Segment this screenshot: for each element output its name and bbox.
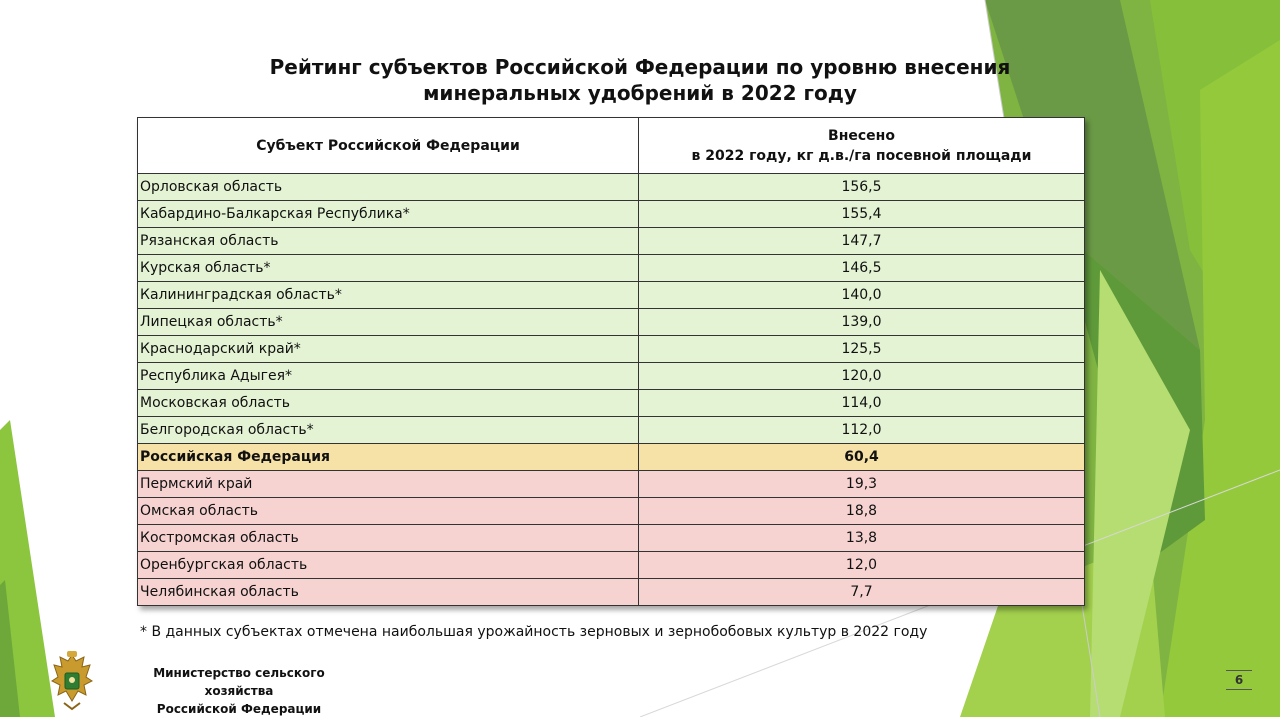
table-row: [138, 336, 1085, 363]
header-value: [639, 118, 1085, 174]
subject-cell: Костромская область: [138, 525, 639, 552]
value-cell: 60,4: [639, 444, 1085, 471]
value-cell: 7,7: [639, 579, 1085, 606]
value-cell: 139,0: [639, 309, 1085, 336]
table-row: [138, 255, 1085, 282]
table-row: [138, 525, 1085, 552]
subject-cell: Курская область*: [138, 255, 639, 282]
table-row: [138, 363, 1085, 390]
subject-cell: Челябинская область: [138, 579, 639, 606]
table-row: [138, 390, 1085, 417]
subject-cell: Оренбургская область: [138, 552, 639, 579]
subject-cell: Российская Федерация: [138, 444, 639, 471]
table-row: [138, 174, 1085, 201]
subject-cell: Республика Адыгея*: [138, 363, 639, 390]
value-cell: 147,7: [639, 228, 1085, 255]
value-cell: 18,8: [639, 498, 1085, 525]
table-header-row: [138, 118, 1085, 174]
ministry-name: [126, 664, 352, 718]
value-cell: 125,5: [639, 336, 1085, 363]
header-value-line2: в 2022 году, кг д.в./га посевной площади: [691, 147, 1032, 164]
header-subject: Субъект Российской Федерации: [138, 118, 639, 174]
subject-cell: Калининградская область*: [138, 282, 639, 309]
value-cell: 146,5: [639, 255, 1085, 282]
footnote: * В данных субъектах отмечена наибольшая урожайность зерновых и зернобобовых культур в 2022 году: [140, 624, 928, 640]
header-value-line1: Внесено: [828, 127, 895, 144]
table-row: [138, 228, 1085, 255]
subject-cell: Омская область: [138, 498, 639, 525]
table-row: [138, 471, 1085, 498]
table-row-total: [138, 444, 1085, 471]
subject-cell: Кабардино-Балкарская Республика*: [138, 201, 639, 228]
slide-title: [230, 54, 1050, 106]
slide-title-line2: минеральных удобрений в 2022 году: [423, 81, 857, 105]
table-row: [138, 417, 1085, 444]
subject-cell: Московская область: [138, 390, 639, 417]
coat-of-arms-icon: [50, 651, 94, 711]
subject-cell: Белгородская область*: [138, 417, 639, 444]
table-row: [138, 309, 1085, 336]
table-row: [138, 498, 1085, 525]
table-row: [138, 201, 1085, 228]
ministry-line2: Российской Федерации: [156, 702, 322, 716]
slide-title-line1: Рейтинг субъектов Российской Федерации по уровню внесения: [269, 55, 1011, 79]
table-row: [138, 579, 1085, 606]
table-row: [138, 282, 1085, 309]
subject-cell: Орловская область: [138, 174, 639, 201]
value-cell: 114,0: [639, 390, 1085, 417]
subject-cell: Липецкая область*: [138, 309, 639, 336]
value-cell: 120,0: [639, 363, 1085, 390]
value-cell: 156,5: [639, 174, 1085, 201]
value-cell: 19,3: [639, 471, 1085, 498]
ministry-line1: Министерство сельского хозяйства: [153, 666, 325, 698]
value-cell: 140,0: [639, 282, 1085, 309]
subject-cell: Краснодарский край*: [138, 336, 639, 363]
rating-table: [137, 117, 1085, 606]
page-number: 6: [1226, 670, 1252, 690]
value-cell: 155,4: [639, 201, 1085, 228]
subject-cell: Рязанская область: [138, 228, 639, 255]
value-cell: 13,8: [639, 525, 1085, 552]
value-cell: 12,0: [639, 552, 1085, 579]
table-row: [138, 552, 1085, 579]
value-cell: 112,0: [639, 417, 1085, 444]
subject-cell: Пермский край: [138, 471, 639, 498]
